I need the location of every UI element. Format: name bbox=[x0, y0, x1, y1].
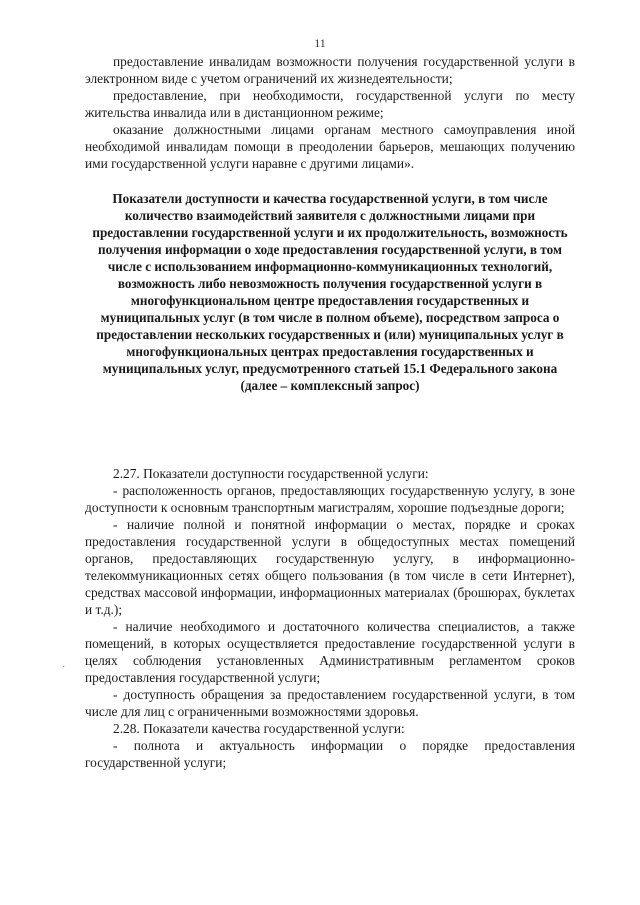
paragraph: - наличие необходимого и достаточного количества специалистов, а также помещений, в которых осуществляется предоставление государственной услуги в целях соблюдения установленных Административным регламентом сроков предоставления государственной услуги; bbox=[85, 619, 575, 685]
body-section bbox=[85, 465, 575, 771]
paragraph: 2.28. Показатели качества государственной услуги: bbox=[113, 721, 405, 736]
paragraph: 2.27. Показатели доступности государственной услуги: bbox=[113, 466, 429, 481]
intro-section bbox=[85, 53, 575, 172]
paragraph: - полнота и актуальность информации о порядке предоставления государственной услуги; bbox=[85, 738, 575, 770]
paragraph: предоставление, при необходимости, государственной услуги по месту жительства инвалида или в дистанционном режиме; bbox=[85, 88, 575, 120]
paragraph: - доступность обращения за предоставлением государственной услуги, в том числе для лиц с ограниченными возможностями здоровья. bbox=[85, 687, 575, 719]
page-number: 11 bbox=[314, 36, 326, 50]
paragraph: предоставление инвалидам возможности получения государственной услуги в электронном виде с учетом ограничений их жизнедеятельности; bbox=[85, 54, 575, 86]
paragraph: - наличие полной и понятной информации о местах, порядке и сроках предоставления государственной услуги в общедоступных местах помещений органов, предоставляющих государственную услугу, в информационно-телекоммуникационных сетях общего пользования (в том числе в сети Интернет), средствах массовой информации, информационных материалах (брошюрах, буклетах и т.д.); bbox=[85, 517, 575, 617]
paragraph: оказание должностными лицами органам местного самоуправления иной необходимой инвалидам помощи в преодолении барьеров, мешающих получению ими государственной услуги наравне с другими лицами». bbox=[85, 122, 575, 171]
section-heading: Показатели доступности и качества государственной услуги, в том числе количество взаимодействий заявителя с должностными лицами при предоставлении государственной услуги и их продолжительность, возможность получения информации о ходе предоставления государственной услуги, в том числе с использованием информационно-коммуникационных технологий, возможность либо невозможность получения государственной услуги в многофункциональном центре предоставления государственных и муниципальных услуг (в том числе в полном объеме), посредством запроса о предоставлении нескольких государственных и (или) муниципальных услуг в многофункциональных центрах предоставления государственных и муниципальных услуг, предусмотренного статьей 15.1 Федерального закона (далее – комплексный запрос) bbox=[92, 191, 568, 393]
scan-mark: · bbox=[62, 662, 66, 673]
paragraph: - расположенность органов, предоставляющих государственную услугу, в зоне доступности к основным транспортным магистралям, хорошие подъездные дороги; bbox=[85, 483, 575, 515]
